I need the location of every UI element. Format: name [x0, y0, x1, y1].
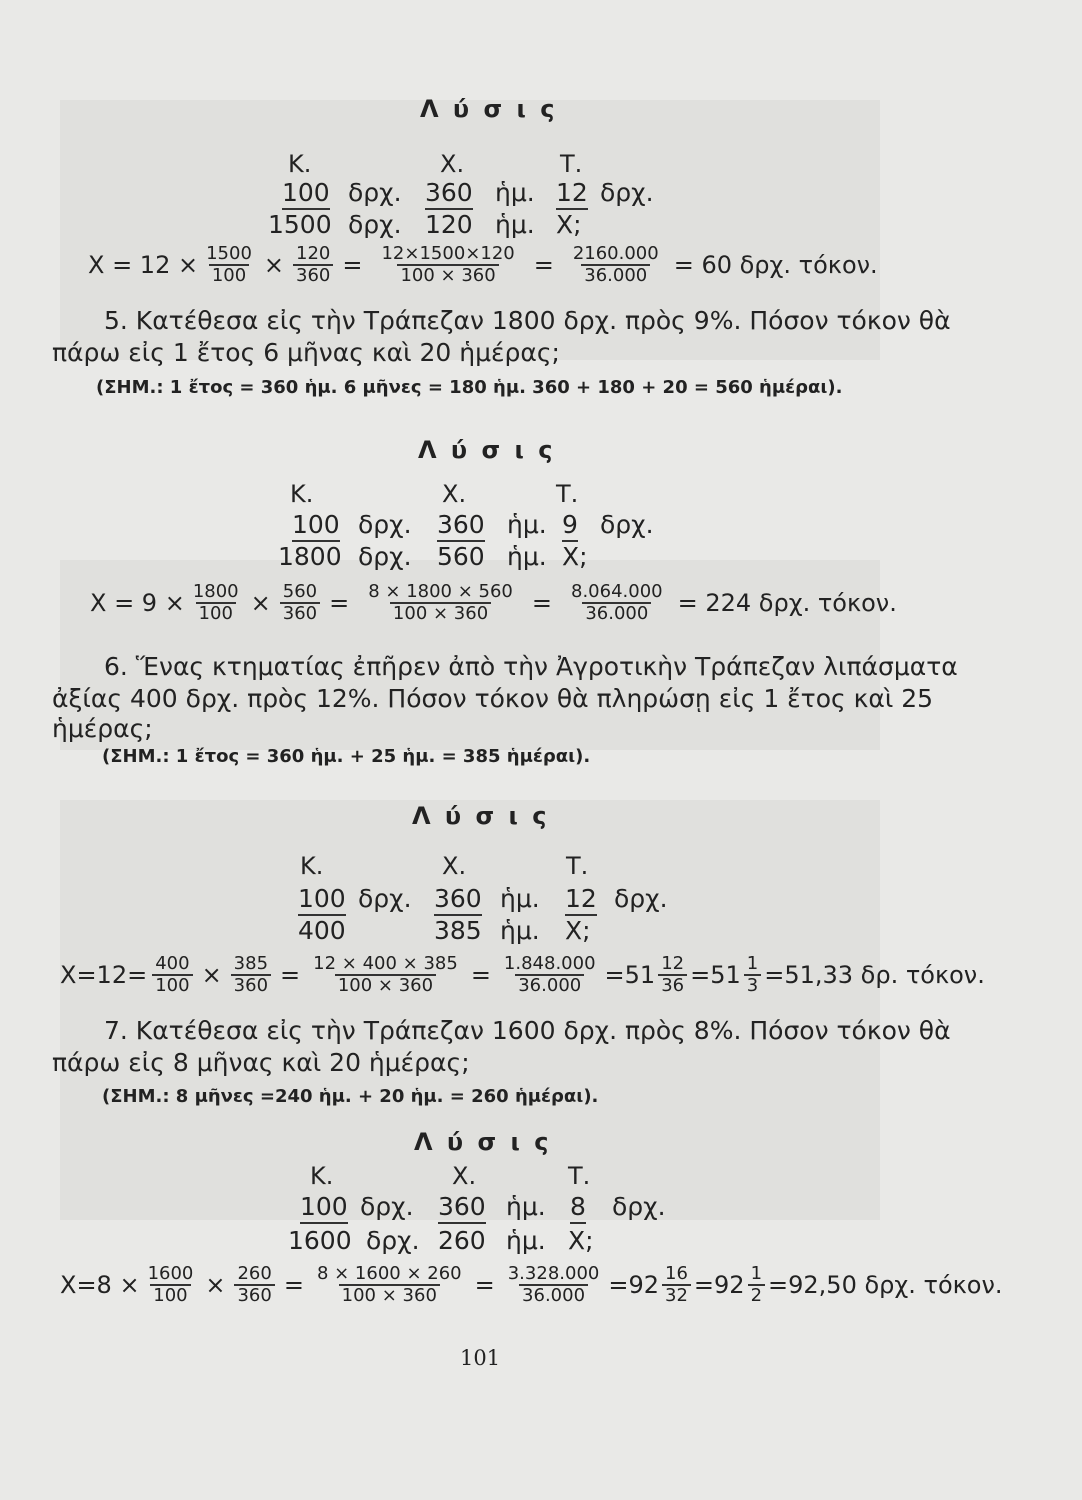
fraction: $\frac{16}{32}$ — [662, 1264, 691, 1306]
fraction: $\frac{2160.000}{36.000}$ — [572, 243, 659, 286]
unit: δρχ. — [358, 542, 412, 571]
unit: ἡμ. — [507, 510, 547, 539]
unit: δρχ. — [366, 1226, 420, 1255]
capital-value: 100 — [300, 1192, 348, 1224]
equation-lhs: Χ = 12 × — [88, 251, 199, 279]
capital-value: 1500 — [268, 210, 332, 239]
solution-heading: Λ ύ σ ι ς — [418, 436, 556, 464]
equation-lhs: Χ = 9 × — [90, 589, 185, 617]
unknown-x: Χ; — [565, 916, 591, 945]
bleed-through-area — [60, 800, 880, 1220]
time-value: 560 — [437, 542, 485, 571]
fraction: $\frac{8 \times 1800 \times 560}{100 \times 360}$ — [368, 581, 513, 624]
unit: δρχ. — [600, 510, 654, 539]
header-x: Χ. — [442, 480, 467, 508]
header-k: Κ. — [290, 480, 314, 508]
fraction: $\frac{8.064.000}{36.000}$ — [571, 581, 663, 624]
note: (ΣΗΜ.: 1 ἔτος = 360 ἡμ. + 25 ἡμ. = 385 ἡμέραι). — [102, 746, 591, 767]
capital-value: 1600 — [288, 1226, 352, 1255]
unit: ἡμ. — [506, 1192, 546, 1221]
header-t: Τ. — [556, 480, 579, 508]
fraction: $\frac{12 \times 400 \times 385}{100 \times 360}$ — [313, 953, 458, 996]
time-value: 120 — [425, 210, 473, 239]
equation: Χ = 9 × $\frac{1800}{100}$ × $\frac{560}{360}$ = $\frac{8 \times 1800 \times 560}{100 \times 360}$ = $\frac{8.064.000}{36.000}$ = 224 δρχ. τόκον. — [90, 581, 897, 624]
unknown-x: Χ; — [568, 1226, 594, 1255]
header-x: Χ. — [452, 1162, 477, 1190]
header-t: Τ. — [560, 150, 583, 178]
header-k: Κ. — [300, 852, 324, 880]
fraction: $\frac{1500}{100}$ — [206, 243, 252, 286]
fraction: $\frac{1600}{100}$ — [147, 1263, 194, 1306]
fraction: $\frac{12\times 1500\times 120}{100 \times 360}$ — [381, 243, 515, 286]
equation: Χ=12= $\frac{400}{100}$ × $\frac{385}{360}$ = $\frac{12 \times 400 \times 385}{100 \times 360}$ = $\frac{1.848.000}{36.000}$ =51 $\frac{12}{36}$ =51 $\frac{1}{3}$ =51,33 δρ. τόκον. — [60, 953, 985, 996]
header-k: Κ. — [310, 1162, 334, 1190]
solution-heading: Λ ύ σ ι ς — [412, 802, 550, 830]
fraction: $\frac{260}{360}$ — [234, 1264, 274, 1306]
fraction: $\frac{1}{3}$ — [744, 954, 761, 996]
solution-heading: Λ ύ σ ι ς — [414, 1128, 552, 1156]
capital-value: 100 — [292, 510, 340, 542]
problem-text: πάρω εἰς 8 μῆνας καὶ 20 ἡμέρας; — [52, 1048, 470, 1077]
problem-text: 7. Κατέθεσα εἰς τὴν Τράπεζαν 1600 δρχ. πρὸς 8%. Πόσον τόκον θὰ — [104, 1016, 951, 1045]
result: =51,33 δρ. τόκον. — [764, 961, 985, 989]
time-value: 360 — [425, 178, 473, 210]
note: (ΣΗΜ.: 8 μῆνες =240 ἡμ. + 20 ἡμ. = 260 ἡμέραι). — [102, 1086, 599, 1107]
interest-value: 9 — [562, 510, 578, 542]
unit: δρχ. — [612, 1192, 666, 1221]
fraction: $\frac{1800}{100}$ — [192, 581, 239, 624]
capital-value: 100 — [282, 178, 330, 210]
interest-value: 12 — [556, 178, 588, 210]
unit: ἡμ. — [500, 916, 540, 945]
fraction: $\frac{560}{360}$ — [280, 582, 320, 624]
result: = 224 δρχ. τόκον. — [677, 589, 897, 617]
solution-heading: Λ ύ σ ι ς — [420, 95, 558, 123]
header-t: Τ. — [566, 852, 589, 880]
header-k: Κ. — [288, 150, 312, 178]
unknown-x: Χ; — [562, 542, 588, 571]
problem-text: ἡμέρας; — [52, 714, 153, 743]
fraction: $\frac{8 \times 1600 \times 260}{100 \times 360}$ — [316, 1263, 462, 1306]
unit: δρχ. — [614, 884, 668, 913]
unit: ἡμ. — [495, 178, 535, 207]
header-x: Χ. — [442, 852, 467, 880]
unit: δρχ. — [358, 884, 412, 913]
fraction: $\frac{385}{360}$ — [231, 954, 271, 996]
time-value: 385 — [434, 916, 482, 945]
unit: ἡμ. — [507, 542, 547, 571]
fraction: $\frac{1.848.000}{36.000}$ — [503, 953, 596, 996]
unit: ἡμ. — [506, 1226, 546, 1255]
equation-lhs: Χ=12= — [60, 961, 148, 989]
capital-value: 400 — [298, 916, 346, 945]
problem-text: ἀξίας 400 δρχ. πρὸς 12%. Πόσον τόκον θὰ πληρώσῃ εἰς 1 ἔτος καὶ 25 — [52, 684, 934, 713]
unit: ἡμ. — [495, 210, 535, 239]
note: (ΣΗΜ.: 1 ἔτος = 360 ἡμ. 6 μῆνες = 180 ἡμ. 360 + 180 + 20 = 560 ἡμέραι). — [96, 377, 843, 398]
time-value: 360 — [437, 510, 485, 542]
fraction: $\frac{400}{100}$ — [152, 954, 192, 996]
fraction: $\frac{120}{360}$ — [293, 244, 333, 286]
time-value: 360 — [438, 1192, 486, 1224]
equation: Χ=8 × $\frac{1600}{100}$ × $\frac{260}{360}$ = $\frac{8 \times 1600 \times 260}{100 \times 360}$ = $\frac{3.328.000}{36.000}$ =92 $\frac{16}{32}$ =92 $\frac{1}{2}$ =92,50 δρχ. τόκον. — [60, 1263, 1003, 1306]
unit: δρχ. — [348, 178, 402, 207]
unknown-x: Χ; — [556, 210, 582, 239]
time-value: 360 — [434, 884, 482, 916]
fraction: $\frac{3.328.000}{36.000}$ — [507, 1263, 600, 1306]
interest-value: 8 — [570, 1192, 586, 1224]
result: =92,50 δρχ. τόκον. — [768, 1271, 1003, 1299]
unit: δρχ. — [600, 178, 654, 207]
equation-lhs: Χ=8 × — [60, 1271, 140, 1299]
page-number: 101 — [460, 1346, 501, 1370]
header-t: Τ. — [568, 1162, 591, 1190]
problem-text: πάρω εἰς 1 ἔτος 6 μῆνας καὶ 20 ἡμέρας; — [52, 338, 560, 367]
capital-value: 100 — [298, 884, 346, 916]
problem-text: 6. Ἕνας κτηματίας ἐπῆρεν ἀπὸ τὴν Ἀγροτικὴν Τράπεζαν λιπάσματα — [104, 652, 958, 681]
interest-value: 12 — [565, 884, 597, 916]
fraction: $\frac{12}{36}$ — [658, 954, 687, 996]
unit: ἡμ. — [500, 884, 540, 913]
capital-value: 1800 — [278, 542, 342, 571]
unit: δρχ. — [348, 210, 402, 239]
time-value: 260 — [438, 1226, 486, 1255]
unit: δρχ. — [358, 510, 412, 539]
header-x: Χ. — [440, 150, 465, 178]
fraction: $\frac{1}{2}$ — [748, 1264, 765, 1306]
equation: Χ = 12 × $\frac{1500}{100}$ × $\frac{120}{360}$ = $\frac{12\times 1500\times 120}{100 \times 360}$ = $\frac{2160.000}{36.000}$ = 60 δρχ. τόκον. — [88, 243, 878, 286]
unit: δρχ. — [360, 1192, 414, 1221]
result: = 60 δρχ. τόκον. — [673, 251, 878, 279]
problem-text: 5. Κατέθεσα εἰς τὴν Τράπεζαν 1800 δρχ. πρὸς 9%. Πόσον τόκον θὰ — [104, 306, 951, 335]
